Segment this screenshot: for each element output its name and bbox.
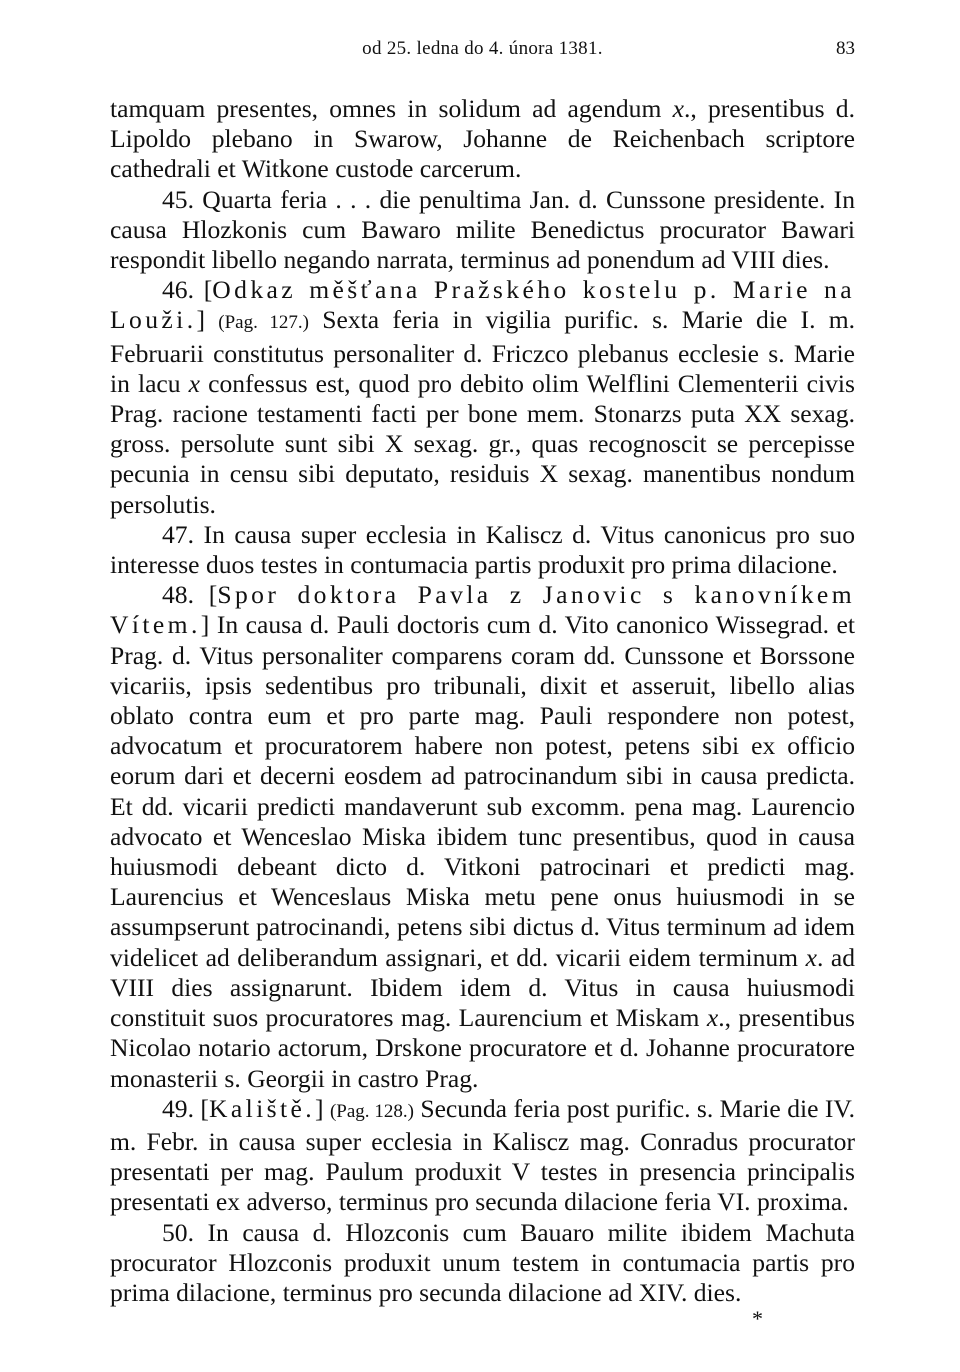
- italic-mark: x: [188, 368, 201, 398]
- paragraph: [110, 1094, 855, 1218]
- paragraph: [110, 275, 855, 520]
- paragraph: [110, 185, 855, 276]
- text-run: 48. [: [162, 580, 218, 610]
- text-body: [110, 94, 855, 1308]
- text-run: Secunda feria post purific. s. Marie die IV. m. Febr. in causa super ecclesia in Kaliscz mag. Conradus procurator presentati per mag. Paulum produxit V testes in presencia principalis presentati ex adverso, terminus pro secunda dilacione feria VI. proxima.: [110, 1093, 855, 1217]
- text-run: 49. [: [162, 1093, 209, 1123]
- page: [110, 38, 855, 1308]
- italic-mark: x: [805, 942, 817, 972]
- entry-heading: Spor doktora Pavla z Janovic s kanovníkem Vítem.: [110, 580, 855, 640]
- paragraph: [110, 1218, 855, 1309]
- paragraph: [110, 94, 855, 185]
- page-reference: (Pag. 127.): [218, 312, 310, 334]
- paragraph: [110, 520, 855, 580]
- text-run: 46. [: [162, 275, 213, 305]
- italic-mark: x: [706, 1003, 719, 1033]
- running-title: od 25. ledna do 4. února 1381.: [362, 38, 603, 59]
- text-run: 47. In causa super ecclesia in Kaliscz d. Vitus canonicus pro suo interesse duos testes in contumacia partis produxit pro prima dilacione.: [110, 519, 855, 580]
- text-run: ., presentibus Nicolao notario actorum, Drskone procuratore et d. Johanne procuratore monasterii s. Georgii in castro Prag.: [110, 1003, 855, 1093]
- entry-heading: Odkaz měšťana Pražského kostelu p. Marie na Louži.: [110, 275, 855, 335]
- text-run: . ad VIII dies assignarunt. Ibidem idem d. Vitus in causa huiusmodi constituit suos procuratores mag. Laurencium et Miskam: [110, 942, 855, 1033]
- page-reference: (Pag. 128.): [329, 1100, 414, 1122]
- paragraph: [110, 580, 855, 1093]
- text-run: 50. In causa d. Hlozconis cum Bauaro milite ibidem Machuta procurator Hlozconis produxit unum testem in contumacia partis pro prima dilacione, terminus pro secunda dilacione ad XIV. dies.: [110, 1217, 855, 1307]
- text-run: confessus est, quod pro debito olim Welflini Clementerii civis Prag. racione testamenti facti per bone mem. Stonarzs puta XX sexag. gross. persolute sunt sibi X sexag. gr., quas recognoscit se percepisse pecunia in censu sibi deputato, residuis X sexag. manentibus nondum persolutis.: [110, 368, 855, 519]
- text-run: Sexta feria in vigilia purific. s. Marie die I. m. Februarii constitutus personaliter d. Friczco plebanus ecclesie s. Marie in lacu: [110, 305, 856, 398]
- running-header: [110, 38, 855, 72]
- entry-heading: Kaliště.: [208, 1093, 316, 1123]
- text-run: ]: [315, 1093, 330, 1123]
- italic-mark: x: [672, 94, 684, 123]
- footnote-mark: *: [752, 1306, 763, 1331]
- text-run: ] In causa d. Pauli doctoris cum d. Vito canonico Wissegrad. et Prag. d. Vitus personaliter comparens coram dd. Cunssone et Borssone vicariis, ipsis sedentibus pro tribunali, dixit et asseruit, libello alias oblato contra eum et pro parte mag. Pauli respondere non potest, advocatum et procuratorem habere non potest, petens sibi ex officio eorum dari et decerni eosdem ad patrocinandum sibi in causa predicta. Et dd. vicarii predicti mandaverunt sub excomm. pena mag. Laurencio advocato et Wenceslao Miska ibidem tunc presentibus, quod in causa huiusmodi debeant dicto d. Vitkoni patrocinari et predicti mag. Laurencius et Wenceslaus Miska metu pene onus huiusmodi in se assumpserunt patrocinandi, petens sibi dictus d. Vitus terminum ad idem videlicet ad deliberandum assignari, et dd. vicarii eidem terminum: [110, 610, 855, 972]
- text-run: tamquam presentes, omnes in solidum ad agendum: [110, 94, 673, 123]
- text-run: ., presentibus d. Lipoldo plebano in Swarow, Johanne de Reichenbach scriptore cathedrali et Witkone custode carcerum.: [110, 94, 855, 184]
- text-run: ]: [196, 305, 219, 335]
- page-number: 83: [836, 38, 855, 59]
- text-run: 45. Quarta feria . . . die penultima Jan. d. Cunssone presidente. In causa Hlozkonis cum Bawaro milite Benedictus procurator Bawari respondit libello negando narrata, terminus ad ponendum ad VIII dies.: [110, 184, 855, 275]
